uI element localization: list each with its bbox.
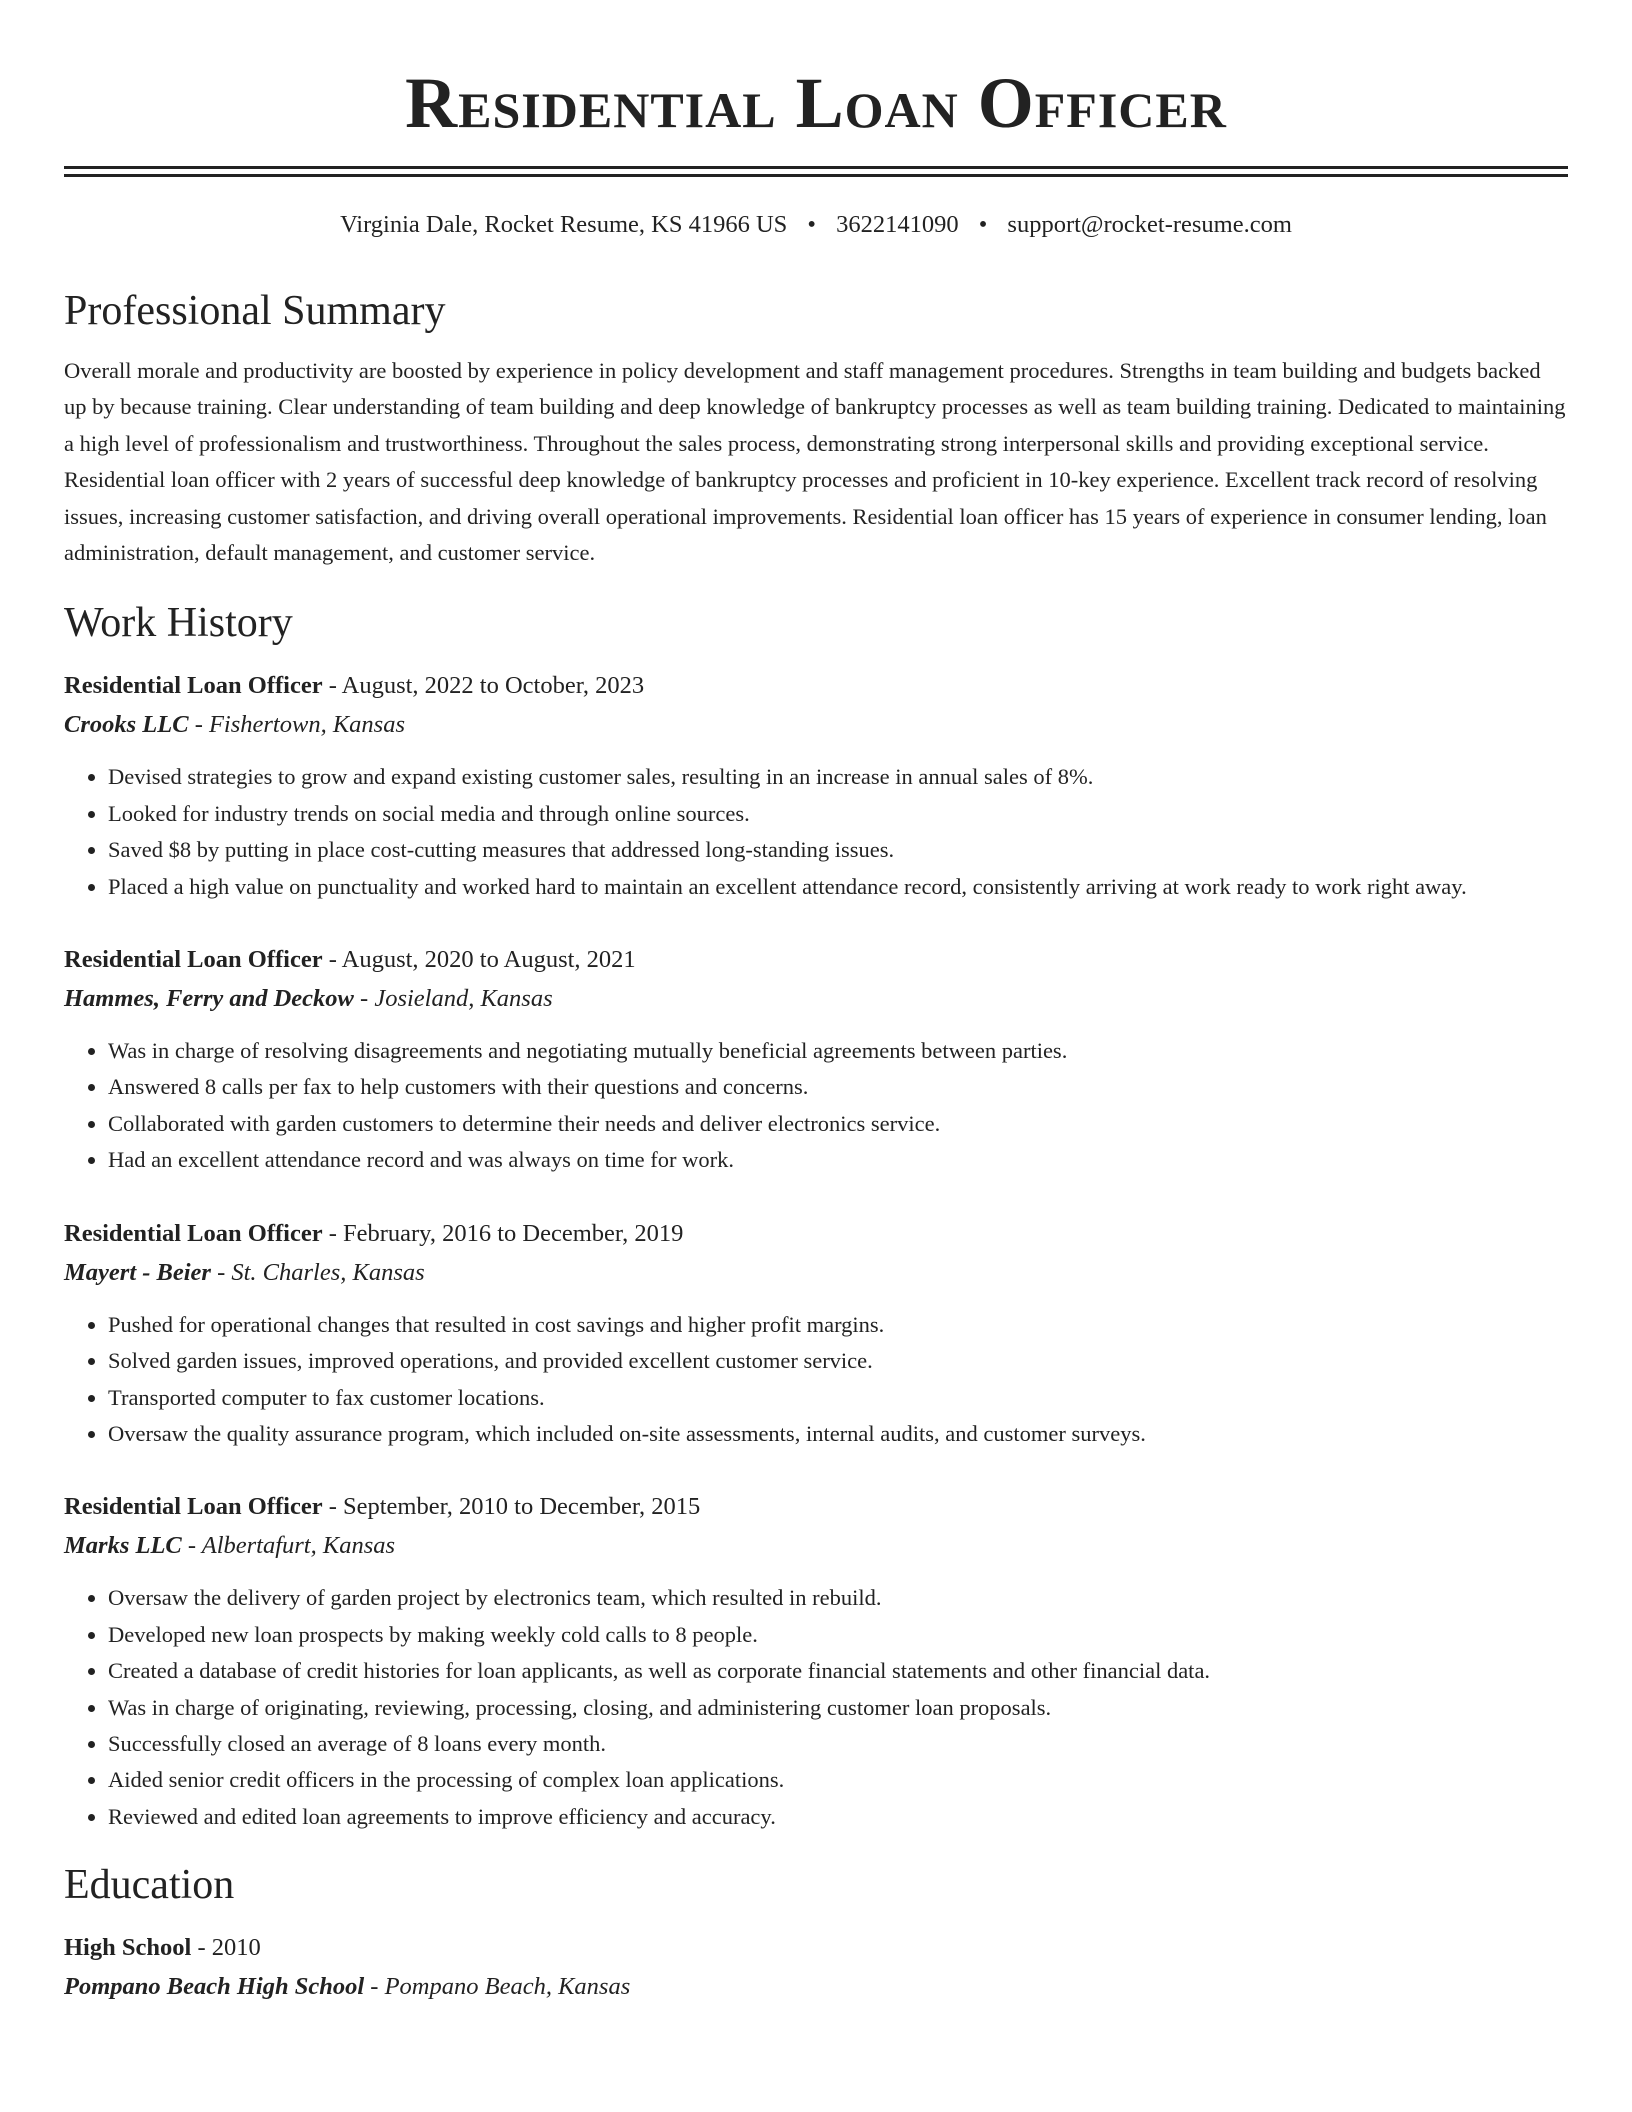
job-bullet: • Oversaw the delivery of garden project by electronics team, which resulted in rebuild. — [108, 1580, 1568, 1616]
summary-heading: Professional Summary — [64, 288, 446, 334]
summary-text: Overall morale and productivity are boosted by experience in policy development and staff management procedures. Strengths in team building and budgets backed up by because training. Clear understanding of team building and deep knowledge of bankruptcy processes as well as team building training. Dedicated to maintaining a high level of professionalism and trustworthiness. Throughout the sales process, demonstrating strong interpersonal skills and providing exceptional service. Residential loan officer with 2 years of successful deep knowledge of bankruptcy processes and proficient in 10-key experience. Excellent track record of resolving issues, increasing customer satisfaction, and driving overall operational improvements. Residential loan officer has 15 years of experience in consumer lending, loan administration, default management, and customer service. — [64, 358, 1566, 566]
job-employer — [64, 1526, 1568, 1566]
education-header — [64, 1929, 1568, 1967]
job-bullet: • Solved garden issues, improved operations, and provided excellent customer service. — [108, 1343, 1568, 1379]
contact-phone: 3622141090 — [836, 211, 959, 238]
job-role: Residential Loan Officer — [64, 1219, 323, 1247]
job-company: Marks LLC — [64, 1532, 182, 1560]
job-dates: - August, 2020 to August, 2021 — [322, 946, 636, 974]
job-bullet: • Created a database of credit histories for loan applicants, as well as corporate financial statements and other financial data. — [108, 1653, 1568, 1689]
job-dates: - August, 2022 to October, 2023 — [322, 672, 645, 700]
job-entry — [64, 667, 1568, 905]
education-location: - Pompano Beach, Kansas — [364, 1973, 631, 2001]
job-header — [64, 1488, 1568, 1526]
job-bullet-list — [64, 1307, 1568, 1453]
title-double-rule — [64, 166, 1568, 177]
job-bullet: • Was in charge of originating, reviewing, processing, closing, and administering customer loan proposals. — [108, 1690, 1568, 1726]
job-location: - Fishertown, Kansas — [188, 711, 405, 739]
job-bullet: • Reviewed and edited loan agreements to improve efficiency and accuracy. — [108, 1799, 1568, 1835]
job-bullet-list — [64, 759, 1568, 905]
job-bullet: • Aided senior credit officers in the processing of complex loan applications. — [108, 1762, 1568, 1798]
job-header — [64, 667, 1568, 705]
job-employer — [64, 979, 1568, 1019]
education-school: Pompano Beach High School — [64, 1973, 365, 2001]
job-bullet: • Was in charge of resolving disagreements and negotiating mutually beneficial agreements between parties. — [108, 1033, 1568, 1069]
job-bullet: • Collaborated with garden customers to determine their needs and deliver electronics service. — [108, 1106, 1568, 1142]
job-role: Residential Loan Officer — [64, 946, 323, 974]
job-entry — [64, 941, 1568, 1179]
job-bullet: • Had an excellent attendance record and was always on time for work. — [108, 1142, 1568, 1178]
contact-separator: • — [807, 211, 816, 238]
job-bullet-list — [64, 1033, 1568, 1179]
resume-title: Residential Loan Officer — [405, 63, 1227, 143]
education-school-line — [64, 1967, 1568, 2007]
job-bullet: • Developed new loan prospects by making weekly cold calls to 8 people. — [108, 1617, 1568, 1653]
job-dates: - February, 2016 to December, 2019 — [322, 1219, 684, 1247]
job-employer — [64, 1253, 1568, 1293]
job-bullet: • Devised strategies to grow and expand existing customer sales, resulting in an increase in annual sales of 8%. — [108, 759, 1568, 795]
job-company: Mayert - Beier — [64, 1258, 211, 1286]
job-company: Crooks LLC — [64, 711, 189, 739]
job-role: Residential Loan Officer — [64, 672, 323, 700]
education-degree: High School — [64, 1934, 192, 1962]
job-bullet: • Oversaw the quality assurance program, which included on-site assessments, internal audits, and customer surveys. — [108, 1416, 1568, 1452]
work-history-heading: Work History — [64, 600, 293, 647]
job-bullet: • Answered 8 calls per fax to help customers with their questions and concerns. — [108, 1069, 1568, 1105]
job-location: - Josieland, Kansas — [353, 985, 553, 1013]
contact-line — [64, 209, 1568, 241]
job-dates: - September, 2010 to December, 2015 — [322, 1493, 701, 1521]
education-entry — [64, 1929, 1568, 2007]
job-entry — [64, 1488, 1568, 1835]
contact-separator: • — [978, 211, 988, 238]
contact-email: support@rocket-resume.com — [1007, 211, 1292, 238]
job-entry — [64, 1215, 1568, 1453]
education-year: - 2010 — [191, 1934, 261, 1962]
education-heading: Education — [64, 1862, 235, 1909]
job-bullet-list — [64, 1580, 1568, 1835]
job-bullet: • Saved $8 by putting in place cost-cutting measures that addressed long-standing issues. — [108, 832, 1568, 868]
job-header — [64, 1215, 1568, 1253]
job-header — [64, 941, 1568, 979]
job-bullet: • Successfully closed an average of 8 loans every month. — [108, 1726, 1568, 1762]
job-bullet: • Looked for industry trends on social media and through online sources. — [108, 796, 1568, 832]
job-employer — [64, 705, 1568, 745]
job-location: - Albertafurt, Kansas — [181, 1532, 396, 1560]
job-location: - St. Charles, Kansas — [210, 1258, 425, 1286]
job-role: Residential Loan Officer — [64, 1493, 323, 1521]
job-bullet: • Placed a high value on punctuality and worked hard to maintain an excellent attendance record, consistently arriving at work ready to work right away. — [108, 869, 1568, 905]
contact-address: Virginia Dale, Rocket Resume, KS 41966 US — [340, 211, 788, 238]
job-company: Hammes, Ferry and Deckow — [64, 985, 354, 1013]
job-bullet: • Pushed for operational changes that resulted in cost savings and higher profit margins. — [108, 1307, 1568, 1343]
job-bullet: • Transported computer to fax customer locations. — [108, 1380, 1568, 1416]
